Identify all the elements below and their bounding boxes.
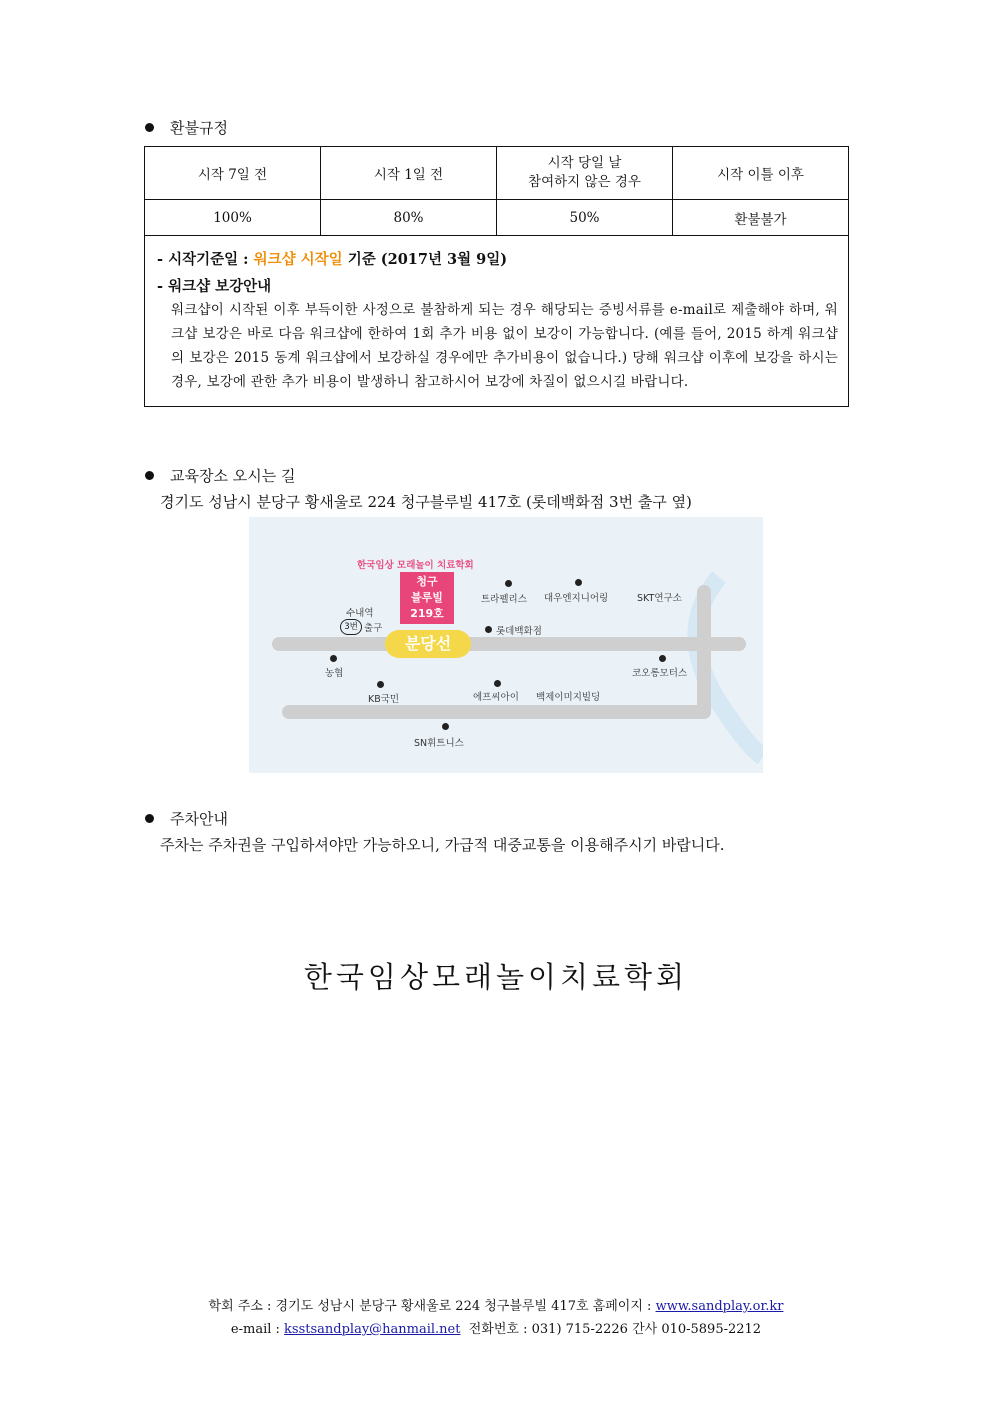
- building-line2: 블루빌: [411, 591, 443, 604]
- refund-header-1day: 시작 1일 전: [321, 147, 497, 200]
- basis-prefix: - 시작기준일 :: [157, 251, 254, 268]
- place-lotte: 롯데백화점: [496, 626, 542, 637]
- refund-value-1day: 80%: [321, 200, 497, 236]
- refund-header-sameday: [497, 147, 673, 200]
- footer-address: 학회 주소 : 경기도 성남시 분당구 황새울로 224 청구블루빌 417호 홈페이지 :: [208, 1299, 656, 1314]
- map-title: 한국임상 모래놀이 치료학회: [357, 560, 474, 571]
- bullet-icon: [145, 471, 154, 480]
- basis-line: [157, 248, 838, 269]
- building-line1: 청구: [416, 575, 438, 588]
- map-dot: [330, 655, 337, 662]
- place-daewoo: 대우엔지니어링: [544, 593, 609, 604]
- map-roads: [249, 517, 763, 773]
- place-skt: SKT연구소: [637, 593, 682, 604]
- refund-header-after2days: 시작 이틀 이후: [673, 147, 849, 200]
- place-sn: SN휘트니스: [414, 738, 464, 749]
- refund-value-after2days: 환불불가: [673, 200, 849, 236]
- org-name: 한국임상모래놀이치료학회: [303, 960, 689, 994]
- footer-email-label: e-mail :: [230, 1322, 285, 1337]
- refund-notes: [144, 236, 849, 407]
- map-building-marker: [400, 572, 454, 624]
- map-dot: [442, 723, 449, 730]
- refund-header-sameday-line1: 시작 당일 날: [547, 155, 622, 171]
- map-exit-label: 출구: [364, 623, 383, 634]
- bullet-icon: [145, 814, 154, 823]
- map-dot: [659, 655, 666, 662]
- refund-value-7days: 100%: [145, 200, 321, 236]
- parking-heading-text: 주차안내: [170, 810, 228, 828]
- footer-line2: [0, 1318, 992, 1337]
- location-map: [249, 517, 763, 773]
- homepage-link[interactable]: www.sandplay.or.kr: [655, 1299, 784, 1314]
- makeup-title: - 워크샵 보강안내: [157, 278, 272, 295]
- refund-header-sameday-line2: 참여하지 않은 경우: [528, 174, 641, 190]
- map-dot: [494, 680, 501, 687]
- map-dot: [505, 580, 512, 587]
- refund-heading: [145, 117, 228, 138]
- map-dot: [575, 579, 582, 586]
- directions-address: 경기도 성남시 분당구 황새울로 224 청구블루빌 417호 (롯데백화점 3번 출구 옆): [160, 493, 692, 511]
- refund-table-wrap: [144, 146, 849, 407]
- directions-heading-text: 교육장소 오시는 길: [170, 467, 296, 485]
- place-nonghyup: 농협: [325, 668, 344, 679]
- refund-heading-text: 환불규정: [170, 119, 228, 137]
- place-kolon: 코오롱모터스: [632, 668, 688, 679]
- bullet-icon: [145, 123, 154, 132]
- exit-badge: 3번: [340, 619, 362, 635]
- basis-highlight: 워크샵 시작일: [253, 251, 343, 268]
- map-dot: [377, 681, 384, 688]
- parking-text: 주차는 주차권을 구입하셔야만 가능하오니, 가급적 대중교통을 이용해주시기 바랍니다.: [160, 836, 725, 854]
- map-line-badge: 분당선: [385, 630, 471, 658]
- place-fsi: 에프씨아이: [473, 692, 519, 703]
- place-baekje: 백제이미지빌딩: [536, 692, 601, 703]
- refund-value-sameday: 50%: [497, 200, 673, 236]
- map-station: 수내역: [346, 608, 374, 619]
- parking-heading: [145, 808, 228, 829]
- refund-header-7days: 시작 7일 전: [145, 147, 321, 200]
- place-trapalace: 트라펠리스: [481, 594, 527, 605]
- directions-heading: [145, 465, 295, 486]
- refund-table: [144, 146, 849, 236]
- place-kb: KB국민: [368, 694, 400, 705]
- basis-suffix: 기준 (2017년 3월 9일): [342, 251, 508, 268]
- map-dot: [485, 626, 492, 633]
- footer-phone: 전화번호 : 031) 715-2226 간사 010-5895-2212: [460, 1322, 762, 1337]
- makeup-text: 워크샵이 시작된 이후 부득이한 사정으로 불참하게 되는 경우 해당되는 증빙서류를 e-mail로 제출해야 하며, 워크샵 보강은 바로 다음 워크샵에 한하여 1회 추가 비용 없이 보강이 가능합니다. (예를 들어, 2015 하계 워크샵의 보강은 2015 동계 워크샵에서 보강하실 경우에만 추가비용이 없습니다.) 당해 워크샵 이후에 보강을 하시는 경우, 보강에 관한 추가 비용이 발생하니 참고하시어 보강에 차질이 없으시길 바랍니다.: [171, 302, 838, 390]
- footer-line1: [0, 1295, 992, 1314]
- building-line3: 219호: [410, 607, 444, 620]
- email-link[interactable]: ksstsandplay@hanmail.net: [284, 1322, 461, 1337]
